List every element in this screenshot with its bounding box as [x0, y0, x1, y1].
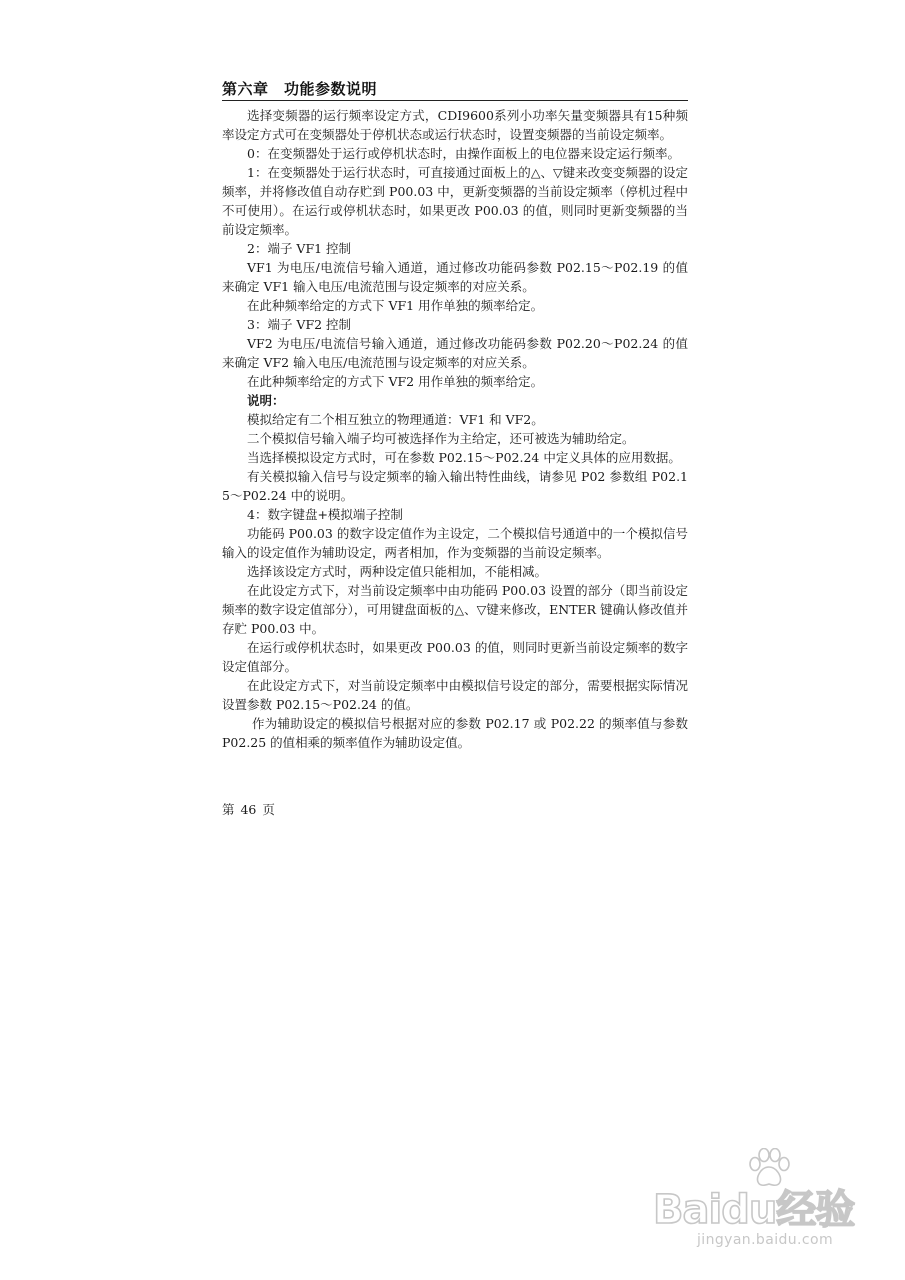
paragraph: 在此种频率给定的方式下 VF2 用作单独的频率给定。	[247, 374, 544, 389]
paragraph: 选择该设定方式时，两种设定值只能相加，不能相减。	[247, 564, 548, 579]
paragraph: 1：在变频器处于运行状态时，可直接通过面板上的△、▽键来改变变频器的设定频率，并将修改值自动存贮到 P00.03 中，更新变频器的当前设定频率（停机过程中不可使用）。在运行或停机状态时，如果更改 P00.03 的值，则同时更新变频器的当前设定频率。	[222, 165, 688, 237]
paragraph: 在运行或停机状态时，如果更改 P00.03 的值，则同时更新当前设定频率的数字设定值部分。	[222, 640, 688, 674]
paragraph: 有关模拟输入信号与设定频率的输入输出特性曲线，请参见 P02 参数组 P02.15～P02.24 中的说明。	[222, 469, 688, 503]
paragraph: 2：端子 VF1 控制	[247, 241, 352, 256]
paragraph: 二个模拟信号输入端子均可被选择作为主给定，还可被选为辅助给定。	[247, 431, 635, 446]
paragraph: 在此种频率给定的方式下 VF1 用作单独的频率给定。	[247, 298, 544, 313]
baidu-jingyan-watermark	[653, 1148, 863, 1258]
paragraph: VF2 为电压/电流信号输入通道，通过修改功能码参数 P02.20～P02.24 的值来确定 VF2 输入电压/电流范围与设定频率的对应关系。	[222, 336, 688, 370]
paragraph: 作为辅助设定的模拟信号根据对应的参数 P02.17 或 P02.22 的频率值与参数 P02.25 的值相乘的频率值作为辅助设定值。	[222, 716, 688, 750]
header-rule	[222, 100, 688, 101]
body-text	[222, 106, 688, 752]
watermark-url: jingyan.baidu.com	[697, 1232, 833, 1248]
paragraph: 模拟给定有二个相互独立的物理通道：VF1 和 VF2。	[247, 412, 544, 427]
paragraph: 功能码 P00.03 的数字设定值作为主设定，二个模拟信号通道中的一个模拟信号输入的设定值作为辅助设定，两者相加，作为变频器的当前设定频率。	[222, 526, 688, 560]
paragraph: VF1 为电压/电流信号输入通道，通过修改功能码参数 P02.15～P02.19 的值来确定 VF1 输入电压/电流范围与设定频率的对应关系。	[222, 260, 688, 294]
paragraph: 在此设定方式下，对当前设定频率中由模拟信号设定的部分，需要根据实际情况设置参数 P02.15～P02.24 的值。	[222, 678, 688, 712]
paragraph: 4：数字键盘+模拟端子控制	[247, 507, 403, 522]
watermark-brand: Baidu经验	[653, 1187, 855, 1233]
paragraph: 选择变频器的运行频率设定方式，CDI9600系列小功率矢量变频器具有15种频率设定方式可在变频器处于停机状态或运行状态时，设置变频器的当前设定频率。	[222, 108, 688, 142]
paragraph: 3：端子 VF2 控制	[247, 317, 352, 332]
paragraph: 0：在变频器处于运行或停机状态时，由操作面板上的电位器来设定运行频率。	[247, 146, 680, 161]
chapter-title: 第六章 功能参数说明	[222, 80, 378, 98]
paragraph: 当选择模拟设定方式时，可在参数 P02.15～P02.24 中定义具体的应用数据。	[247, 450, 681, 465]
page-number: 第 46 页	[222, 802, 275, 817]
paragraph: 在此设定方式下，对当前设定频率中由功能码 P00.03 设置的部分（即当前设定频率的数字设定值部分），可用键盘面板的△、▽键来修改，ENTER 键确认修改值并存贮 P00.03 中。	[222, 583, 688, 636]
note-heading: 说明：	[247, 393, 285, 408]
chapter-header	[222, 78, 688, 100]
